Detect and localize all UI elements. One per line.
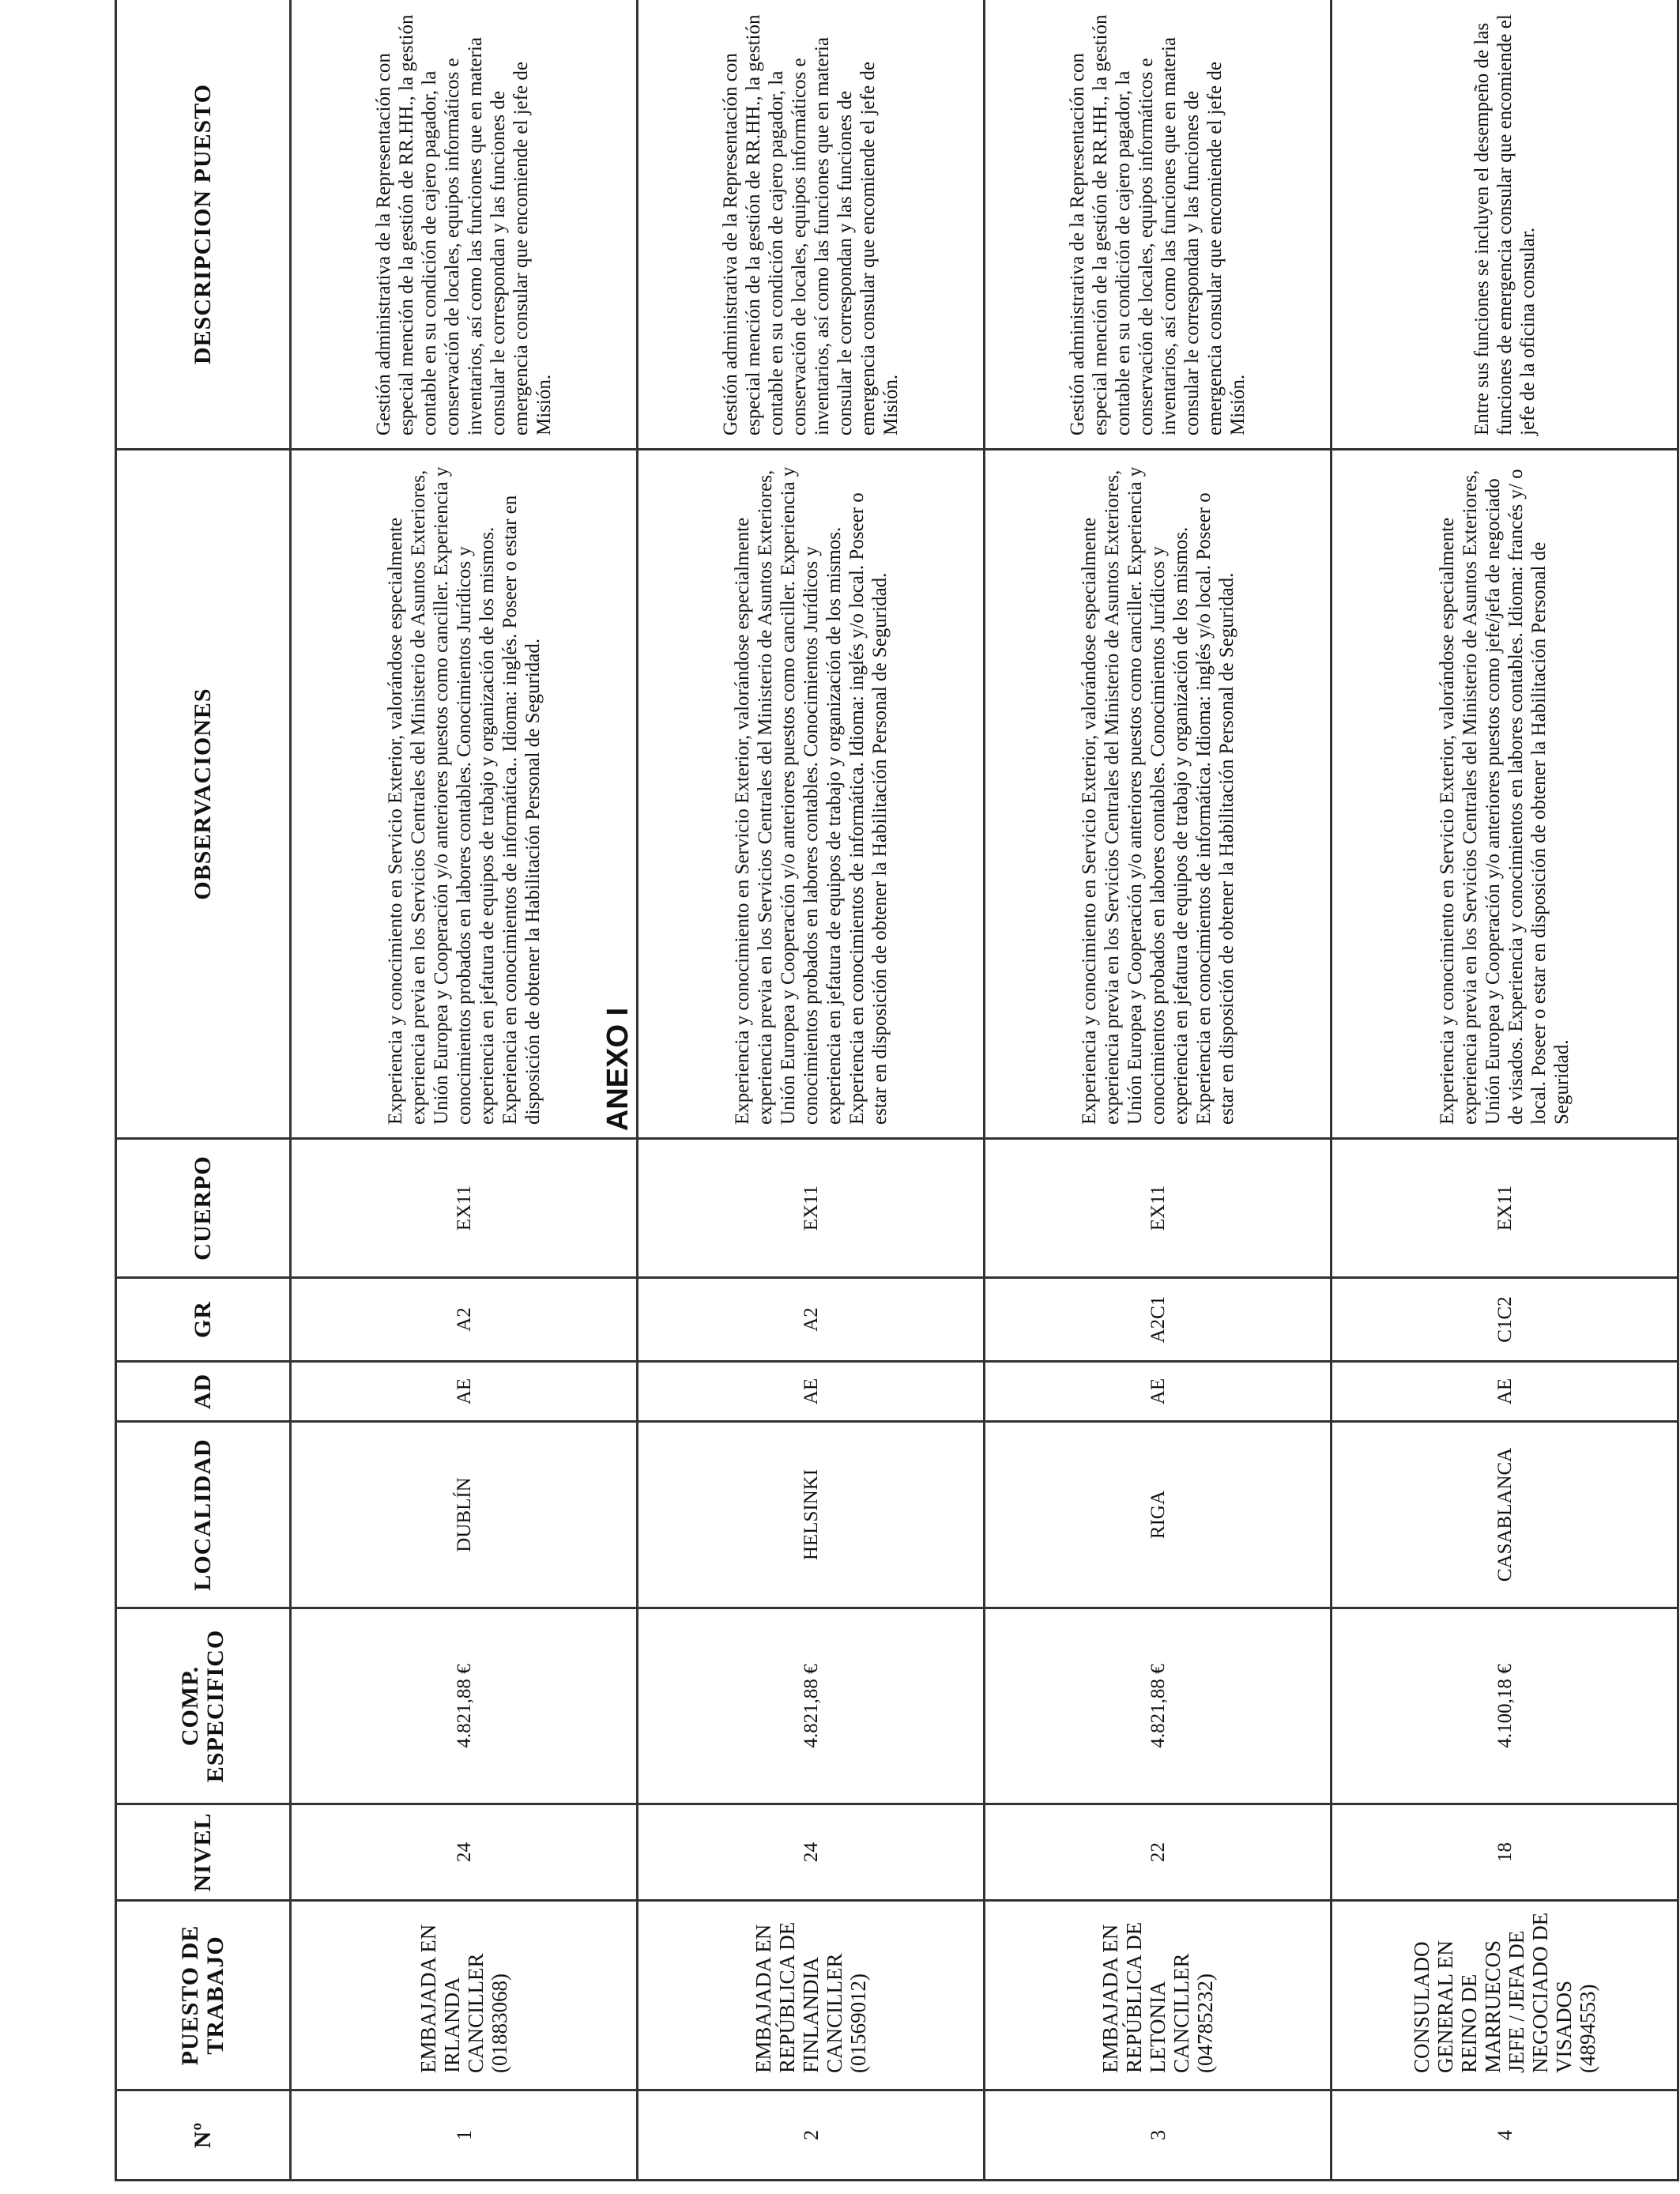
- positions-table: [115, 0, 1679, 2181]
- cell-localidad: DUBLÍN: [291, 1422, 638, 1608]
- cell-num: 3: [985, 2090, 1332, 2181]
- cell-ad: AE: [638, 1362, 985, 1422]
- header-cuerpo: CUERPO: [116, 1139, 291, 1278]
- header-puesto: PUESTO DE TRABAJO: [116, 1901, 291, 2090]
- cell-ad: AE: [985, 1362, 1332, 1422]
- header-num: Nº: [116, 2090, 291, 2181]
- header-gr: GR: [116, 1278, 291, 1362]
- cell-descripcion: Gestión administrativa de la Representación con especial mención de la gestión de RR.HH., la gestión contable en su condición de cajero pagador, la conservación de locales, equipos informáticos e inventarios, así como las funciones que en materia consular le correspondan y las funciones de emergencia consular que encomiende el jefe de Misión.: [638, 0, 985, 450]
- header-ad: AD: [116, 1362, 291, 1422]
- header-descripcion: DESCRIPCION PUESTO: [116, 0, 291, 450]
- header-observaciones: OBSERVACIONES: [116, 450, 291, 1139]
- cell-ad: AE: [1332, 1362, 1678, 1422]
- rotated-table-container: [115, 0, 1599, 2181]
- cell-nivel: 24: [638, 1804, 985, 1901]
- cell-puesto: CONSULADO GENERAL EN REINO DE MARRUECOS JEFE / JEFA DE NEGOCIADO DE VISADOS (4894553): [1332, 1901, 1678, 2090]
- table-row: [985, 0, 1332, 2181]
- cell-puesto: EMBAJADA EN IRLANDA CANCILLER (01883068): [291, 1901, 638, 2090]
- cell-gr: A2C1: [985, 1278, 1332, 1362]
- cell-comp-especifico: 4.821,88 €: [291, 1608, 638, 1804]
- cell-comp-especifico: 4.100,18 €: [1332, 1608, 1678, 1804]
- cell-localidad: CASABLANCA: [1332, 1422, 1678, 1608]
- table-row: [1332, 0, 1678, 2181]
- cell-observaciones: Experiencia y conocimiento en Servicio Exterior, valorándose especialmente experiencia previa en los Servicios Centrales del Ministerio de Asuntos Exteriores, Unión Europea y Cooperación y/o anteriores puestos como jefe/jefa de negociado de visados. Experiencia y conocimientos en labores contables. Idioma: francés y/ o local. Poseer o estar en disposición de obtener la Habilitación Personal de Seguridad.: [1332, 450, 1678, 1139]
- cell-puesto: EMBAJADA EN REPÚBLICA DE FINLANDIA CANCILLER (01569012): [638, 1901, 985, 2090]
- cell-nivel: 18: [1332, 1804, 1678, 1901]
- cell-gr: A2: [291, 1278, 638, 1362]
- cell-nivel: 22: [985, 1804, 1332, 1901]
- cell-gr: C1C2: [1332, 1278, 1678, 1362]
- header-localidad: LOCALIDAD: [116, 1422, 291, 1608]
- cell-comp-especifico: 4.821,88 €: [985, 1608, 1332, 1804]
- header-row: [116, 0, 291, 2181]
- cell-descripcion: Gestión administrativa de la Representación con especial mención de la gestión de RR.HH., la gestión contable en su condición de cajero pagador, la conservación de locales, equipos informáticos e inventarios, así como las funciones que en materia consular le correspondan y las funciones de emergencia consular que encomiende el jefe de Misión.: [985, 0, 1332, 450]
- cell-descripcion: Entre sus funciones se incluyen el desempeño de las funciones de emergencia consular que encomiende el jefe de la oficina consular.: [1332, 0, 1678, 450]
- cell-cuerpo: EX11: [291, 1139, 638, 1278]
- cell-cuerpo: EX11: [638, 1139, 985, 1278]
- cell-observaciones: Experiencia y conocimiento en Servicio Exterior, valorándose especialmente experiencia previa en los Servicios Centrales del Ministerio de Asuntos Exteriores, Unión Europea y Cooperación y/o anteriores puestos como canciller. Experiencia y conocimientos probados en labores contables. Conocimientos Jurídicos y experiencia en jefatura de equipos de trabajo y organización de los mismos. Experiencia en conocimientos de informática. Idioma: inglés y/o local. Poseer o estar en disposición de obtener la Habilitación Personal de Seguridad.: [638, 450, 985, 1139]
- cell-localidad: RIGA: [985, 1422, 1332, 1608]
- cell-cuerpo: EX11: [1332, 1139, 1678, 1278]
- cell-num: 2: [638, 2090, 985, 2181]
- page-title: ANEXO I: [601, 1007, 635, 1132]
- header-nivel: NIVEL: [116, 1804, 291, 1901]
- header-comp-especifico: COMP. ESPECIFICO: [116, 1608, 291, 1804]
- cell-puesto: EMBAJADA EN REPÚBLICA DE LETONIA CANCILLER (04785232): [985, 1901, 1332, 2090]
- table-row: [638, 0, 985, 2181]
- cell-localidad: HELSINKI: [638, 1422, 985, 1608]
- cell-comp-especifico: 4.821,88 €: [638, 1608, 985, 1804]
- cell-nivel: 24: [291, 1804, 638, 1901]
- cell-num: 1: [291, 2090, 638, 2181]
- cell-ad: AE: [291, 1362, 638, 1422]
- cell-observaciones: Experiencia y conocimiento en Servicio Exterior, valorándose especialmente experiencia previa en los Servicios Centrales del Ministerio de Asuntos Exteriores, Unión Europea y Cooperación y/o anteriores puestos como canciller. Experiencia y conocimientos probados en labores contables. Conocimientos Jurídicos y experiencia en jefatura de equipos de trabajo y organización de los mismos. Experiencia en conocimientos de informática. Idioma: inglés y/o local. Poseer o estar en disposición de obtener la Habilitación Personal de Seguridad.: [985, 450, 1332, 1139]
- cell-gr: A2: [638, 1278, 985, 1362]
- cell-cuerpo: EX11: [985, 1139, 1332, 1278]
- cell-descripcion: Gestión administrativa de la Representación con especial mención de la gestión de RR.HH., la gestión contable en su condición de cajero pagador, la conservación de locales, equipos informáticos e inventarios, así como las funciones que en materia consular le correspondan y las funciones de emergencia consular que encomiende el jefe de Misión.: [291, 0, 638, 450]
- cell-num: 4: [1332, 2090, 1678, 2181]
- cell-observaciones: Experiencia y conocimiento en Servicio Exterior, valorándose especialmente experiencia previa en los Servicios Centrales del Ministerio de Asuntos Exteriores, Unión Europea y Cooperación y/o anteriores puestos como canciller. Experiencia y conocimientos probados en labores contables. Conocimientos Jurídicos y experiencia en jefatura de equipos de trabajo y organización de los mismos. Experiencia en conocimientos de informática.. Idioma: inglés. Poseer o estar en disposición de obtener la Habilitación Personal de Seguridad.: [291, 450, 638, 1139]
- table-row: [291, 0, 638, 2181]
